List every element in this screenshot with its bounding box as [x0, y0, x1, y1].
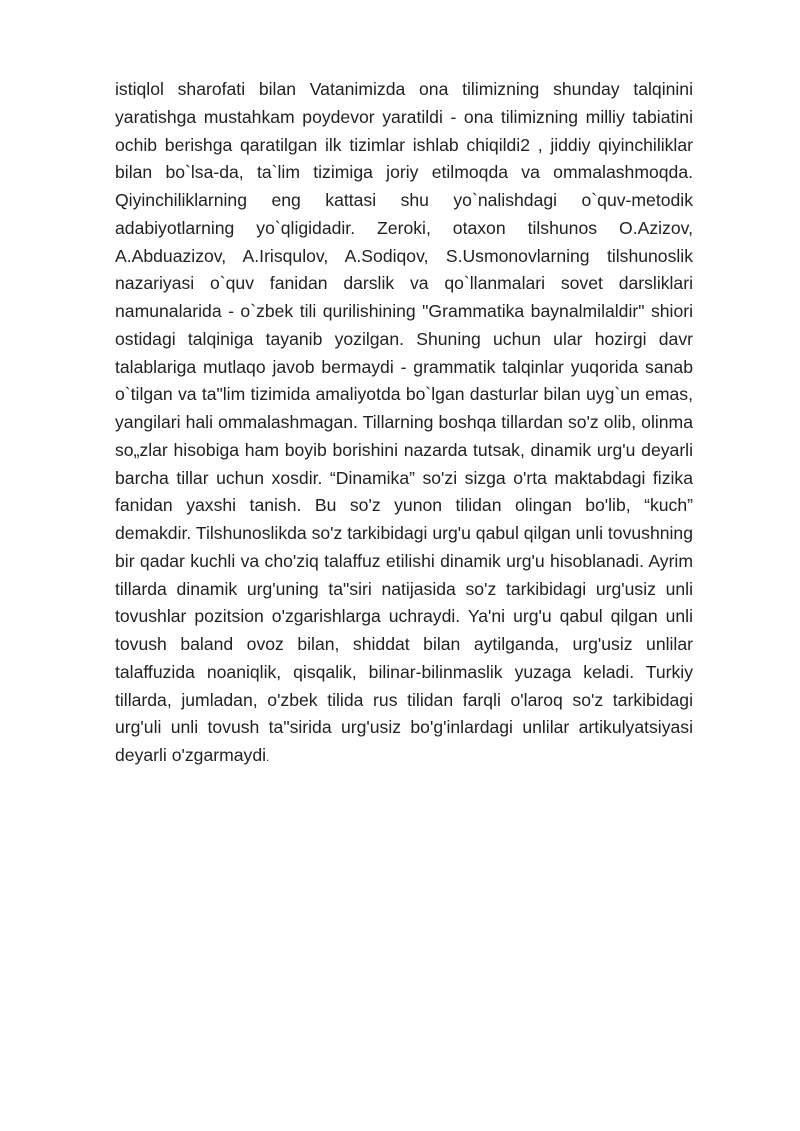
paragraph-text: istiqlol sharofati bilan Vatanimizda ona tilimizning shunday talqinini yaratishga mustahkam poydevor yaratildi - ona tilimizning milliy tabiatini ochib berishga qaratilgan ilk tizimlar ishlab chiqildi2 , jiddiy qiyinchiliklar bilan bo`lsa-da, ta`lim tizimiga joriy etilmoqda va ommalashmoqda. Qiyinchiliklarning eng kattasi shu yo`nalishdagi o`quv-metodik adabiyotlarning yo`qligidadir. Zeroki, otaxon tilshunos O.Azizov, A.Abduazizov, A.Irisqulov, A.Sodiqov, S.Usmonovlarning tilshunoslik nazariyasi o`quv fanidan darslik va qo`llanmalari sovet darsliklari namunalarida - o`zbek tili qurilishining "Grammatika baynalmilaldir" shiori ostidagi talqiniga tayanib yozilgan. Shuning uchun ular hozirgi davr talablariga mutlaqo javob bermaydi - grammatik talqinlar yuqorida sanab o`tilgan va ta"lim tizimida amaliyotda bo`lgan dasturlar bilan uyg`un emas, yangilari hali ommalashmagan. Tillarning boshqa tillardan so'z olib, olinma so„zlar hisobiga ham boyib borishini nazarda tutsak, dinamik urg'u deyarli barcha tillar uchun xosdir. “Dinamika” so'zi sizga o'rta maktabdagi fizika fanidan yaxshi tanish. Bu so'z yunon tilidan olingan bo'lib, “kuch” demakdir. Tilshunoslikda so'z tarkibidagi urg'u qabul qilgan unli tovushning bir qadar kuchli va cho'ziq talaffuz etilishi dinamik urg'u hisoblanadi. Ayrim tillarda dinamik urg'uning ta"siri natijasida so'z tarkibidagi urg'usiz unli tovushlar pozitsion o'zgarishlarga uchraydi. Ya'ni urg'u qabul qilgan unli tovush baland ovoz bilan, shiddat bilan aytilganda, urg'usiz unlilar talaffuzida noaniqlik, qisqalik, bilinar-bilinmaslik yuzaga keladi. Turkiy tillarda, jumladan, o'zbek tilida rus tilidan farqli o'laroq so'z tarkibidagi urg'uli unli tovush ta"sirida urg'usiz bo'g'inlardagi unlilar artikulyatsiyasi deyarli o'zgarmaydi — [115, 79, 693, 765]
body-paragraph — [115, 76, 693, 772]
paragraph-end-period: . — [266, 750, 270, 764]
